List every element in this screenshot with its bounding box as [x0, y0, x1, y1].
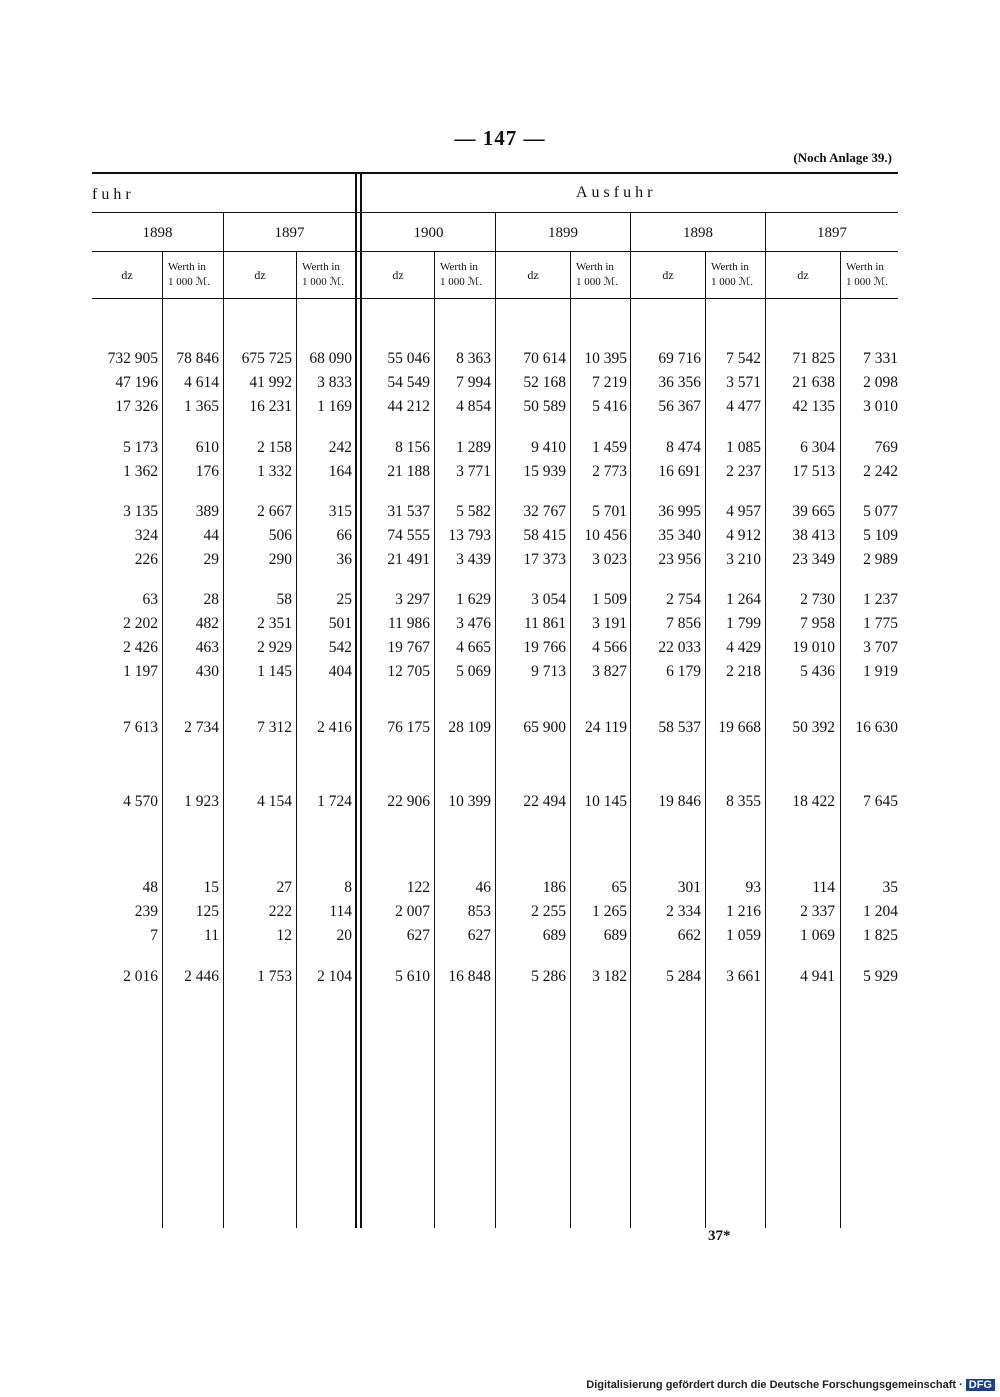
table-cell: 3 191: [592, 615, 627, 632]
table-cell: 21 638: [792, 374, 835, 391]
table-cell: 1 169: [317, 398, 352, 415]
table-cell: 1 264: [726, 591, 761, 608]
table-cell: 78 846: [176, 350, 219, 367]
table-cell: 164: [328, 463, 352, 480]
table-cell: 10 456: [584, 527, 627, 544]
table-cell: 66: [336, 527, 352, 544]
table-cell: 1 629: [456, 591, 491, 608]
anlage-note: (Noch Anlage 39.): [793, 150, 892, 165]
sub-divider: [840, 252, 841, 1228]
table-cell: 9 410: [531, 439, 566, 456]
column-header-dz: dz: [662, 268, 674, 282]
table-cell: 222: [268, 903, 292, 920]
table-cell: 36 356: [658, 374, 701, 391]
section-divider-2: [360, 172, 362, 1228]
table-cell: 1 775: [863, 615, 898, 632]
table-cell: 8 355: [726, 793, 761, 810]
table-cell: 5 109: [863, 527, 898, 544]
table-cell: 1 509: [592, 591, 627, 608]
section-divider-1: [355, 172, 357, 1228]
table-cell: 1 923: [184, 793, 219, 810]
table-cell: 5 284: [666, 968, 701, 985]
table-cell: 125: [195, 903, 219, 920]
table-cell: 19 010: [792, 639, 835, 656]
table-cell: 7 542: [726, 350, 761, 367]
table-cell: 506: [268, 527, 292, 544]
table-cell: 2 773: [592, 463, 627, 480]
table-cell: 71 825: [792, 350, 835, 367]
table-cell: 1 919: [863, 663, 898, 680]
table-cell: 5 286: [531, 968, 566, 985]
table-cell: 662: [677, 927, 701, 944]
table-cell: 7: [150, 927, 158, 944]
table-cell: 2 929: [257, 639, 292, 656]
table-cell: 610: [195, 439, 219, 456]
table-cell: 3 707: [863, 639, 898, 656]
table-cell: 5 436: [800, 663, 835, 680]
table-cell: 6 179: [666, 663, 701, 680]
table-top-rule: [92, 172, 898, 174]
table-cell: 54 549: [387, 374, 430, 391]
table-cell: 114: [812, 879, 835, 896]
table-cell: 4 957: [726, 503, 761, 520]
table-cell: 482: [195, 615, 219, 632]
table-cell: 290: [268, 551, 292, 568]
werth-unit: 1 000 ℳ.: [846, 276, 889, 288]
table-cell: 22 906: [387, 793, 430, 810]
table-cell: 29: [203, 551, 219, 568]
table-cell: 65 900: [523, 719, 566, 736]
table-cell: 627: [406, 927, 430, 944]
table-cell: 50 392: [792, 719, 835, 736]
table-cell: 4 854: [456, 398, 491, 415]
table-cell: 7 219: [592, 374, 627, 391]
column-header-werth: [846, 260, 900, 290]
table-cell: 3 571: [726, 374, 761, 391]
table-cell: 44 212: [387, 398, 430, 415]
werth-unit: 1 000 ℳ.: [440, 276, 483, 288]
table-cell: 4 941: [800, 968, 835, 985]
table-cell: 324: [134, 527, 158, 544]
sub-divider: [705, 252, 706, 1228]
table-cell: 5 416: [592, 398, 627, 415]
table-cell: 5 069: [456, 663, 491, 680]
table-cell: 31 537: [387, 503, 430, 520]
table-cell: 24 119: [584, 719, 627, 736]
table-cell: 2 098: [863, 374, 898, 391]
table-cell: 675 725: [241, 350, 292, 367]
table-cell: 501: [328, 615, 352, 632]
table-cell: 8 156: [395, 439, 430, 456]
sub-divider: [434, 252, 435, 1228]
column-header-dz: dz: [254, 268, 266, 282]
table-cell: 689: [603, 927, 627, 944]
table-cell: 1 362: [123, 463, 158, 480]
table-cell: 1 059: [726, 927, 761, 944]
dfg-logo: DFG: [966, 1379, 995, 1391]
column-header-werth: [576, 260, 630, 290]
table-cell: 63: [142, 591, 158, 608]
table-cell: 2 337: [800, 903, 835, 920]
table-cell: 2 426: [123, 639, 158, 656]
table-cell: 15 939: [523, 463, 566, 480]
year-divider: [223, 213, 224, 1228]
table-cell: 27: [276, 879, 292, 896]
table-cell: 46: [475, 879, 491, 896]
table-cell: 5 582: [456, 503, 491, 520]
table-cell: 5 701: [592, 503, 627, 520]
table-cell: 2 158: [257, 439, 292, 456]
year-header: 1897: [817, 225, 847, 241]
table-cell: 3 010: [863, 398, 898, 415]
werth-unit: 1 000 ℳ.: [302, 276, 345, 288]
table-cell: 42 135: [792, 398, 835, 415]
table-cell: 12: [276, 927, 292, 944]
table-cell: 1 799: [726, 615, 761, 632]
column-header-dz: dz: [797, 268, 809, 282]
werth-unit: 1 000 ℳ.: [168, 276, 211, 288]
table-cell: 12 705: [387, 663, 430, 680]
table-cell: 44: [203, 527, 219, 544]
table-cell: 2 754: [666, 591, 701, 608]
table-cell: 21 491: [387, 551, 430, 568]
table-cell: 732 905: [107, 350, 158, 367]
table-cell: 2 202: [123, 615, 158, 632]
year-header: 1899: [548, 225, 578, 241]
column-header-dz: dz: [527, 268, 539, 282]
table-cell: 58: [276, 591, 292, 608]
table-cell: 7 958: [800, 615, 835, 632]
table-cell: 1 724: [317, 793, 352, 810]
table-cell: 1 197: [123, 663, 158, 680]
table-cell: 1 204: [863, 903, 898, 920]
table-cell: 2 255: [531, 903, 566, 920]
table-cell: 1 365: [184, 398, 219, 415]
table-cell: 2 016: [123, 968, 158, 985]
table-cell: 3 023: [592, 551, 627, 568]
table-cell: 76 175: [387, 719, 430, 736]
table-cell: 10 399: [448, 793, 491, 810]
table-cell: 65: [611, 879, 627, 896]
table-cell: 4 154: [257, 793, 292, 810]
table-cell: 1 825: [863, 927, 898, 944]
sub-divider: [162, 252, 163, 1228]
table-cell: 23 349: [792, 551, 835, 568]
table-cell: 242: [328, 439, 352, 456]
footnote: 37*: [708, 1228, 731, 1244]
table-cell: 4 912: [726, 527, 761, 544]
table-cell: 17 373: [523, 551, 566, 568]
table-cell: 2 104: [317, 968, 352, 985]
digitization-text: Digitalisierung gefördert durch die Deutsche Forschungsgemeinschaft ·: [586, 1379, 963, 1391]
table-cell: 11 986: [387, 615, 430, 632]
table-cell: 8: [344, 879, 352, 896]
column-header-werth: [711, 260, 765, 290]
table-cell: 315: [328, 503, 352, 520]
table-cell: 627: [467, 927, 491, 944]
table-cell: 1 459: [592, 439, 627, 456]
column-header-dz: dz: [392, 268, 404, 282]
column-header-dz: dz: [121, 268, 133, 282]
werth-label: Werth in: [711, 261, 749, 273]
table-cell: 542: [328, 639, 352, 656]
table-cell: 8 363: [456, 350, 491, 367]
table-cell: 3 210: [726, 551, 761, 568]
table-cell: 69 716: [658, 350, 701, 367]
table-cell: 15: [203, 879, 219, 896]
table-cell: 4 665: [456, 639, 491, 656]
table-cell: 10 145: [584, 793, 627, 810]
table-cell: 7 312: [257, 719, 292, 736]
table-cell: 58 415: [523, 527, 566, 544]
table-cell: 4 570: [123, 793, 158, 810]
table-cell: 25: [336, 591, 352, 608]
table-cell: 21 188: [387, 463, 430, 480]
table-cell: 2 242: [863, 463, 898, 480]
table-cell: 20: [336, 927, 352, 944]
werth-label: Werth in: [302, 261, 340, 273]
table-cell: 114: [329, 903, 352, 920]
table-cell: 186: [542, 879, 566, 896]
table-cell: 3 771: [456, 463, 491, 480]
table-cell: 32 767: [523, 503, 566, 520]
werth-label: Werth in: [576, 261, 614, 273]
table-cell: 122: [406, 879, 430, 896]
table-cell: 1 085: [726, 439, 761, 456]
table-cell: 2 446: [184, 968, 219, 985]
table-cell: 7 613: [123, 719, 158, 736]
table-cell: 74 555: [387, 527, 430, 544]
table-cell: 19 766: [523, 639, 566, 656]
table-cell: 16 231: [249, 398, 292, 415]
table-cell: 35 340: [658, 527, 701, 544]
table-cell: 93: [745, 879, 761, 896]
werth-label: Werth in: [846, 261, 884, 273]
werth-label: Werth in: [168, 261, 206, 273]
table-cell: 2 351: [257, 615, 292, 632]
table-cell: 28: [203, 591, 219, 608]
table-cell: 7 856: [666, 615, 701, 632]
table-cell: 36 995: [658, 503, 701, 520]
table-cell: 2 667: [257, 503, 292, 520]
table-cell: 430: [195, 663, 219, 680]
table-cell: 3 827: [592, 663, 627, 680]
table-cell: 1 265: [592, 903, 627, 920]
table-cell: 22 033: [658, 639, 701, 656]
year-header: 1900: [413, 225, 444, 241]
table-cell: 48: [142, 879, 158, 896]
table-cell: 6 304: [800, 439, 835, 456]
table-cell: 17 513: [792, 463, 835, 480]
table-cell: 16 691: [658, 463, 701, 480]
year-divider: [630, 213, 631, 1228]
table-cell: 19 846: [658, 793, 701, 810]
column-header-werth: [168, 260, 222, 290]
table-cell: 5 077: [863, 503, 898, 520]
table-cell: 769: [874, 439, 898, 456]
table-cell: 1 753: [257, 968, 292, 985]
table-cell: 39 665: [792, 503, 835, 520]
einfuhr-header: fuhr: [92, 186, 135, 203]
table-cell: 2 237: [726, 463, 761, 480]
table-cell: 7 994: [456, 374, 491, 391]
table-cell: 8 474: [666, 439, 701, 456]
table-cell: 2 007: [395, 903, 430, 920]
table-cell: 16 848: [448, 968, 491, 985]
table-cell: 2 730: [800, 591, 835, 608]
digitization-note: [586, 1379, 995, 1391]
table-cell: 19 767: [387, 639, 430, 656]
table-cell: 2 989: [863, 551, 898, 568]
table-cell: 301: [677, 879, 701, 896]
table-cell: 5 929: [863, 968, 898, 985]
table-cell: 3 054: [531, 591, 566, 608]
werth-label: Werth in: [440, 261, 478, 273]
table-cell: 4 429: [726, 639, 761, 656]
table-cell: 55 046: [387, 350, 430, 367]
table-cell: 23 956: [658, 551, 701, 568]
table-cell: 11 861: [523, 615, 566, 632]
table-cell: 17 326: [115, 398, 158, 415]
table-cell: 3 439: [456, 551, 491, 568]
table-cell: 50 589: [523, 398, 566, 415]
table-cell: 389: [195, 503, 219, 520]
table-cell: 689: [542, 927, 566, 944]
table-cell: 3 833: [317, 374, 352, 391]
table-cell: 18 422: [792, 793, 835, 810]
table-cell: 19 668: [718, 719, 761, 736]
table-cell: 226: [134, 551, 158, 568]
table-cell: 4 614: [184, 374, 219, 391]
table-cell: 7 331: [863, 350, 898, 367]
table-cell: 41 992: [249, 374, 292, 391]
table-cell: 4 477: [726, 398, 761, 415]
table-cell: 70 614: [523, 350, 566, 367]
table-cell: 1 145: [257, 663, 292, 680]
table-cell: 2 334: [666, 903, 701, 920]
table-cell: 3 297: [395, 591, 430, 608]
table-cell: 52 168: [523, 374, 566, 391]
table-cell: 3 182: [592, 968, 627, 985]
year-header: 1897: [274, 225, 305, 241]
table-cell: 68 090: [309, 350, 352, 367]
year-header: 1898: [683, 225, 713, 241]
table-cell: 5 610: [395, 968, 430, 985]
table-cell: 35: [882, 879, 898, 896]
table-cell: 10 395: [584, 350, 627, 367]
table-cell: 853: [467, 903, 491, 920]
table-cell: 56 367: [658, 398, 701, 415]
table-cell: 3 476: [456, 615, 491, 632]
table-cell: 239: [134, 903, 158, 920]
year-divider: [495, 213, 496, 1228]
table-cell: 9 713: [531, 663, 566, 680]
table-cell: 38 413: [792, 527, 835, 544]
ausfuhr-header: Ausfuhr: [576, 184, 657, 201]
table-cell: 463: [195, 639, 219, 656]
werth-unit: 1 000 ℳ.: [711, 276, 754, 288]
column-header-werth: [302, 260, 355, 290]
table-cell: 1 332: [257, 463, 292, 480]
year-header: 1898: [142, 225, 173, 241]
table-cell: 16 630: [855, 719, 898, 736]
column-header-werth: [440, 260, 495, 290]
table-cell: 22 494: [523, 793, 566, 810]
page-number: — 147 —: [454, 126, 546, 150]
sub-divider: [570, 252, 571, 1228]
table-cell: 1 216: [726, 903, 761, 920]
table-cell: 4 566: [592, 639, 627, 656]
table-cell: 176: [195, 463, 219, 480]
table-cell: 11: [204, 927, 219, 944]
sub-divider: [296, 252, 297, 1228]
table-cell: 1 069: [800, 927, 835, 944]
table-cell: 1 289: [456, 439, 491, 456]
table-cell: 5 173: [123, 439, 158, 456]
table-cell: 1 237: [863, 591, 898, 608]
table-cell: 7 645: [863, 793, 898, 810]
table-cell: 13 793: [448, 527, 491, 544]
table-cell: 3 661: [726, 968, 761, 985]
table-cell: 28 109: [448, 719, 491, 736]
table-cell: 58 537: [658, 719, 701, 736]
table-cell: 2 218: [726, 663, 761, 680]
year-divider: [765, 213, 766, 1228]
table-cell: 2 734: [184, 719, 219, 736]
table-cell: 3 135: [123, 503, 158, 520]
table-cell: 2 416: [317, 719, 352, 736]
table-cell: 404: [328, 663, 352, 680]
table-cell: 47 196: [115, 374, 158, 391]
werth-unit: 1 000 ℳ.: [576, 276, 619, 288]
table-cell: 36: [336, 551, 352, 568]
